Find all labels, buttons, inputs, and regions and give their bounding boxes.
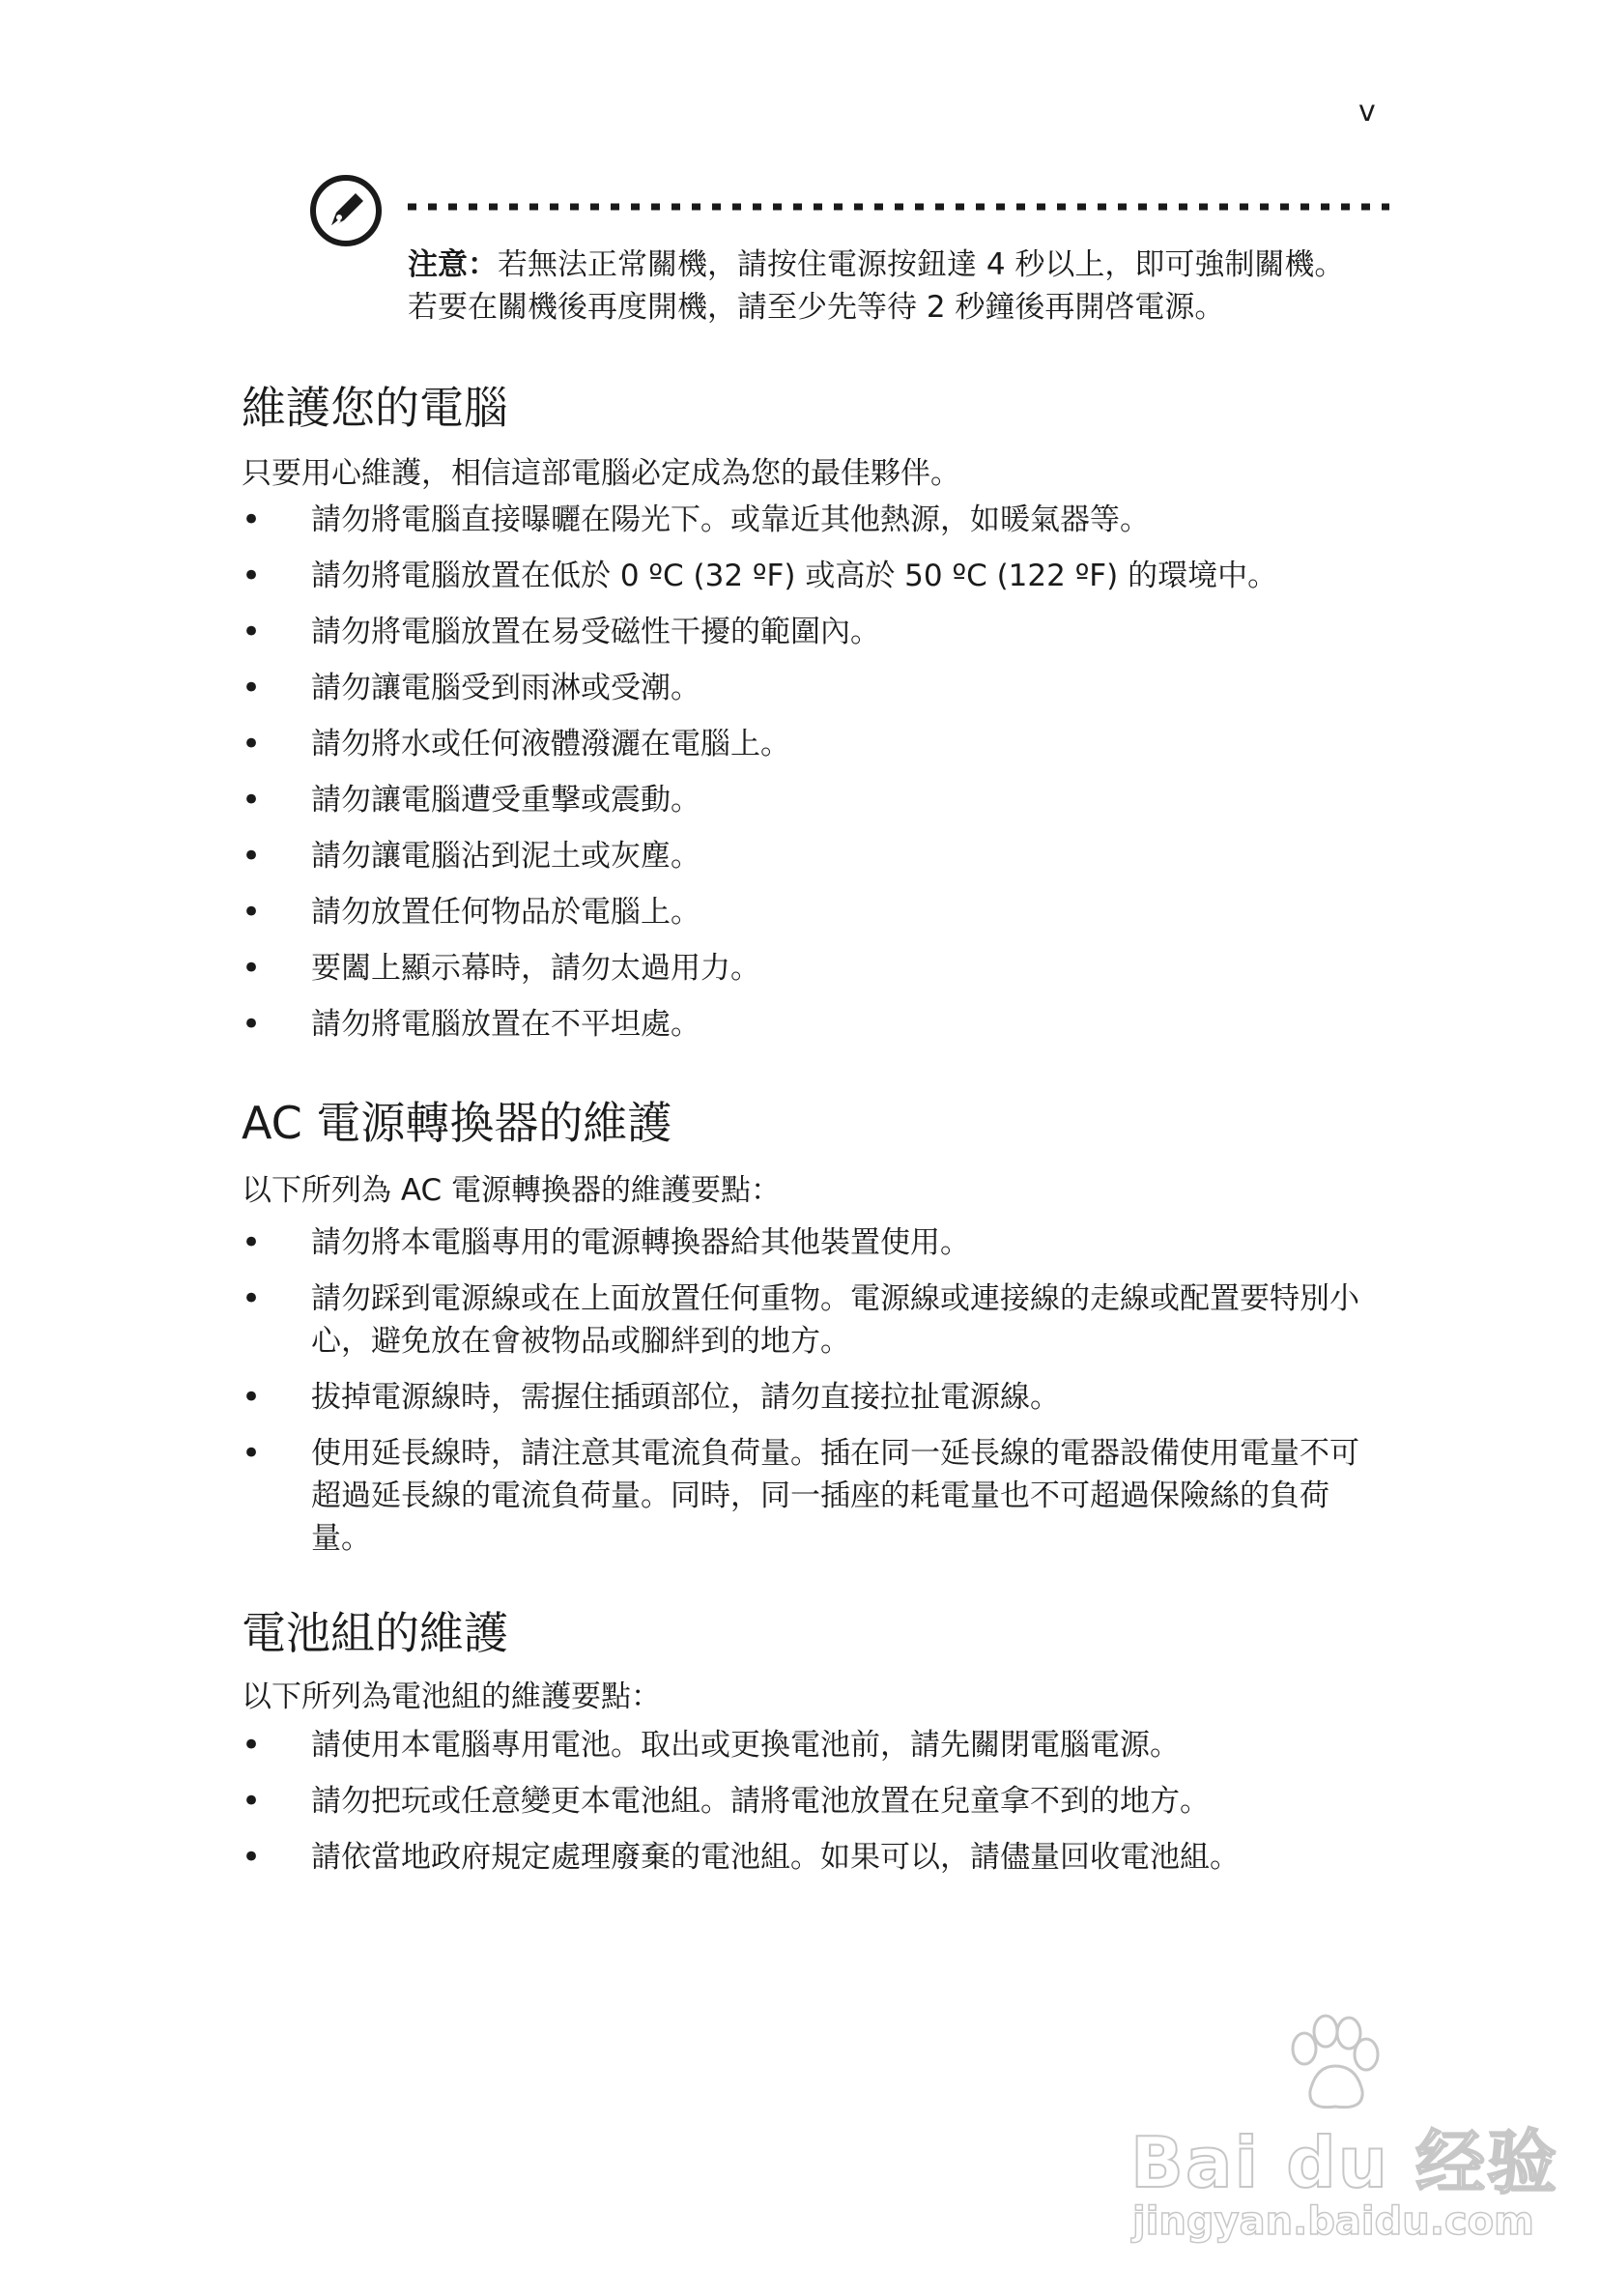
list-item: • 請勿將本電腦專用的電源轉換器給其他裝置使用。 <box>242 1221 1372 1264</box>
page-number: v <box>1358 95 1376 129</box>
section-heading-battery: 電池組的維護 <box>242 1607 508 1659</box>
baidu-watermark <box>1121 2010 1559 2252</box>
list-item: • 請勿放置任何物品於電腦上。 <box>242 891 1372 933</box>
note-text <box>408 244 1374 329</box>
note-pen-icon <box>307 172 385 249</box>
note-line-2: 若要在關機後再度開機，請至少先等待 2 秒鐘後再開啓電源。 <box>408 290 1225 325</box>
section-list-battery <box>242 1724 1372 1879</box>
note-label: 注意： <box>408 247 498 282</box>
list-item: • 請勿讓電腦遭受重撃或震動。 <box>242 779 1372 821</box>
list-item: • 請勿將電腦放置在易受磁性干擾的範圍內。 <box>242 611 1372 653</box>
list-item: • 請勿將電腦放置在不平坦處。 <box>242 1003 1372 1046</box>
list-item: • 請依當地政府規定處理廢棄的電池組。如果可以，請儘量回收電池組。 <box>242 1836 1372 1879</box>
list-item: • 要闔上顯示幕時，請勿太過用力。 <box>242 947 1372 990</box>
section-intro-ac-adapter: 以下所列為 AC 電源轉換器的維護要點： <box>242 1173 782 1208</box>
list-item: • 拔掉電源線時，需握住插頭部位，請勿直接拉扯電源線。 <box>242 1376 1372 1419</box>
list-item: • 請勿讓電腦受到雨淋或受潮。 <box>242 667 1372 709</box>
section-list-ac-adapter <box>242 1221 1372 1560</box>
list-item: • 請使用本電腦專用電池。取出或更換電池前，請先關閉電腦電源。 <box>242 1724 1372 1766</box>
list-item: • 請勿踩到電源線或在上面放置任何重物。電源線或連接線的走線或配置要特別小心，避免放在會被物品或腳絆到的地方。 <box>242 1277 1372 1363</box>
watermark-brand: Bai du 经验 <box>1130 2122 1559 2203</box>
watermark-url: jingyan.baidu.com <box>1132 2199 1534 2244</box>
section-heading-ac-adapter: AC 電源轉換器的維護 <box>242 1097 672 1149</box>
section-heading-care-computer: 維護您的電腦 <box>242 382 508 434</box>
note-line-1-text: 若無法正常關機，請按住電源按鈕達 4 秒以上，即可強制關機。 <box>498 247 1345 282</box>
section-list-care-computer <box>242 499 1372 1046</box>
list-item: • 請勿將電腦放置在低於 0 ºC (32 ºF) 或高於 50 ºC (122 ºF) 的環境中。 <box>242 555 1372 597</box>
section-intro-battery: 以下所列為電池組的維護要點： <box>242 1679 661 1714</box>
list-item: • 請勿讓電腦沾到泥土或灰塵。 <box>242 835 1372 877</box>
note-line-1 <box>408 244 1374 286</box>
list-item: • 請勿將水或任何液體潑灑在電腦上。 <box>242 723 1372 765</box>
list-item: • 請勿將電腦直接曝曬在陽光下。或靠近其他熱源，如暖氣器等。 <box>242 499 1372 541</box>
section-intro-care-computer: 只要用心維護，相信這部電腦必定成為您的最佳夥伴。 <box>242 456 960 491</box>
list-item: • 請勿把玩或任意變更本電池組。請將電池放置在兒童拿不到的地方。 <box>242 1780 1372 1822</box>
note-divider <box>408 203 1389 211</box>
list-item: • 使用延長線時，請注意其電流負荷量。插在同一延長線的電器設備使用電量不可超過延長線的電流負荷量。同時，同一插座的耗電量也不可超過保險絲的負荷量。 <box>242 1432 1372 1560</box>
